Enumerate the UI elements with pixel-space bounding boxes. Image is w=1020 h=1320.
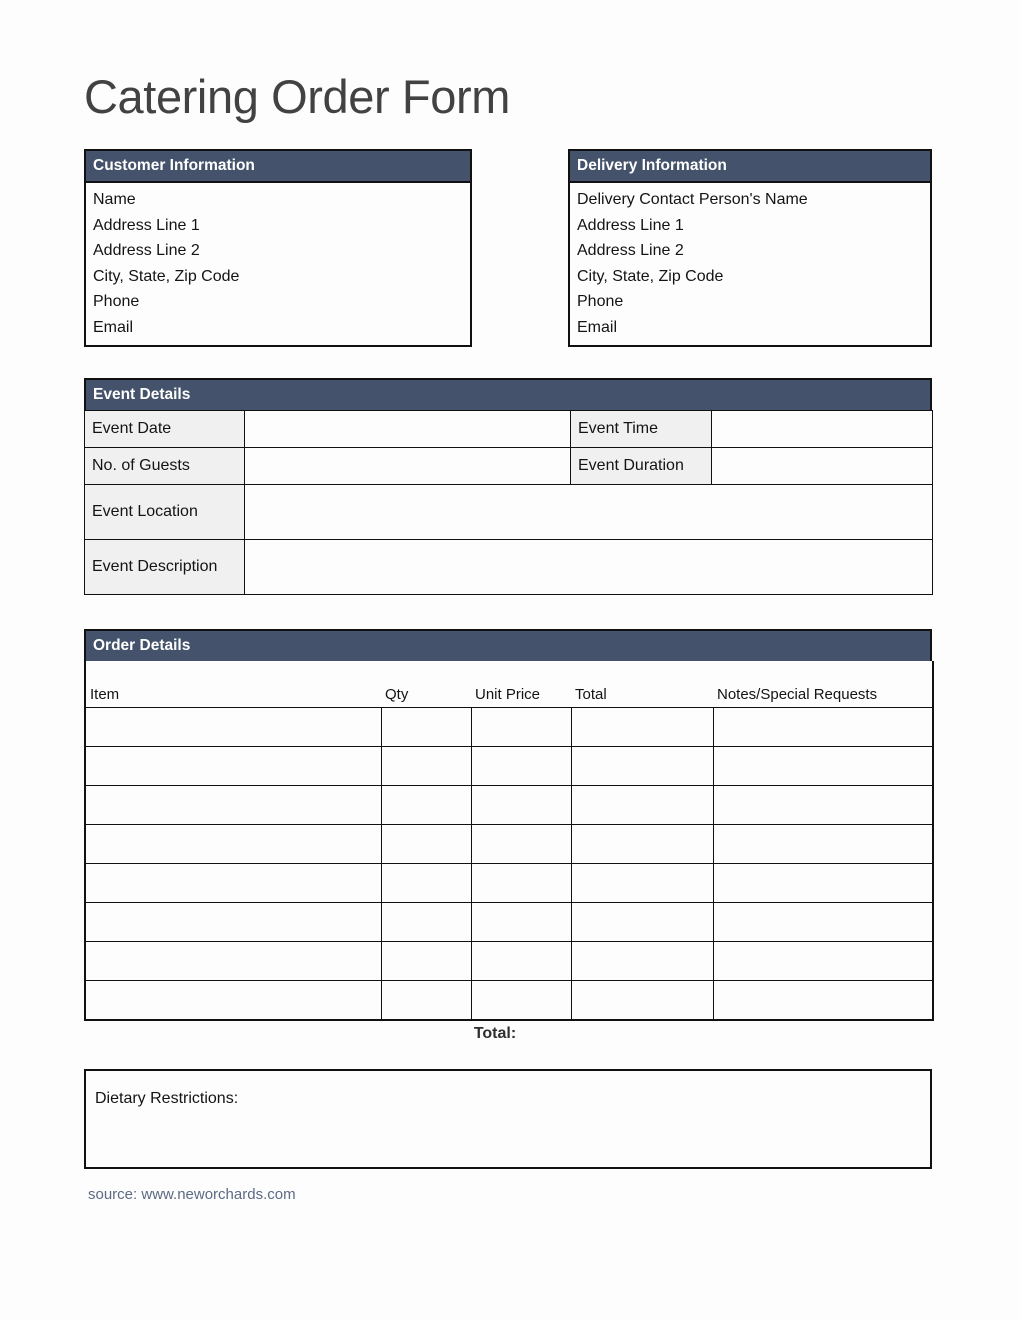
event-location-input[interactable]: [245, 485, 933, 540]
event-details-heading: Event Details: [84, 378, 932, 410]
no-of-guests-input[interactable]: [245, 448, 571, 485]
delivery-field-phone[interactable]: Phone: [577, 293, 624, 311]
order-cell-notes[interactable]: [713, 903, 933, 942]
order-cell-qty[interactable]: [381, 747, 471, 786]
event-duration-input[interactable]: [712, 448, 933, 485]
delivery-information-heading: Delivery Information: [568, 149, 932, 181]
dietary-restrictions-box[interactable]: [84, 1069, 932, 1169]
order-cell-qty[interactable]: [381, 786, 471, 825]
table-row: [85, 864, 933, 903]
order-cell-item[interactable]: [85, 747, 381, 786]
order-cell-qty[interactable]: [381, 708, 471, 747]
table-row: [85, 485, 933, 540]
table-row: [85, 448, 933, 485]
customer-field-email[interactable]: Email: [93, 318, 134, 336]
order-cell-item[interactable]: [85, 981, 381, 1021]
event-time-input[interactable]: [712, 411, 933, 448]
table-row: [85, 540, 933, 595]
order-details-heading: Order Details: [84, 629, 932, 661]
order-details-table: [84, 661, 934, 1021]
customer-information-body: [84, 181, 472, 347]
order-cell-item[interactable]: [85, 864, 381, 903]
table-row: [85, 903, 933, 942]
delivery-field-email[interactable]: Email: [577, 318, 618, 336]
order-cell-unit-price[interactable]: [471, 903, 571, 942]
order-cell-total[interactable]: [571, 786, 713, 825]
order-cell-unit-price[interactable]: [471, 708, 571, 747]
order-cell-total[interactable]: [571, 864, 713, 903]
order-cell-qty[interactable]: [381, 825, 471, 864]
order-cell-unit-price[interactable]: [471, 786, 571, 825]
table-row: [85, 786, 933, 825]
delivery-field-address-2[interactable]: Address Line 2: [577, 242, 684, 260]
order-cell-notes[interactable]: [713, 864, 933, 903]
column-header-notes: Notes/Special Requests: [713, 661, 933, 708]
event-description-input[interactable]: [245, 540, 933, 595]
order-cell-qty[interactable]: [381, 942, 471, 981]
customer-field-address-2[interactable]: Address Line 2: [93, 242, 200, 260]
order-cell-notes[interactable]: [713, 942, 933, 981]
order-cell-total[interactable]: [571, 708, 713, 747]
order-cell-unit-price[interactable]: [471, 747, 571, 786]
customer-field-city-state-zip[interactable]: City, State, Zip Code: [93, 267, 240, 285]
event-details-section: [84, 378, 932, 595]
order-table-header-row: [85, 661, 933, 708]
column-header-item: Item: [85, 661, 381, 708]
order-total-label: Total:: [473, 1025, 517, 1042]
order-table-body: [85, 708, 933, 1021]
customer-information-section: [84, 149, 472, 347]
table-row: [85, 747, 933, 786]
delivery-field-city-state-zip[interactable]: City, State, Zip Code: [577, 267, 724, 285]
event-details-table: [84, 410, 933, 595]
order-cell-notes[interactable]: [713, 981, 933, 1021]
event-location-label: Event Location: [85, 485, 245, 540]
event-duration-label: Event Duration: [571, 448, 712, 485]
delivery-field-address-1[interactable]: Address Line 1: [577, 216, 684, 234]
order-cell-notes[interactable]: [713, 825, 933, 864]
customer-information-heading: Customer Information: [84, 149, 472, 181]
order-cell-item[interactable]: [85, 903, 381, 942]
order-cell-item[interactable]: [85, 825, 381, 864]
order-cell-qty[interactable]: [381, 903, 471, 942]
order-cell-unit-price[interactable]: [471, 942, 571, 981]
source-note: source: www.neworchards.com: [88, 1186, 296, 1203]
customer-field-phone[interactable]: Phone: [93, 293, 140, 311]
event-date-input[interactable]: [245, 411, 571, 448]
order-cell-notes[interactable]: [713, 786, 933, 825]
order-cell-unit-price[interactable]: [471, 825, 571, 864]
column-header-unit-price: Unit Price: [471, 661, 571, 708]
table-row: [85, 981, 933, 1021]
table-row: [85, 708, 933, 747]
event-time-label: Event Time: [571, 411, 712, 448]
order-cell-notes[interactable]: [713, 708, 933, 747]
order-cell-unit-price[interactable]: [471, 864, 571, 903]
column-header-total: Total: [571, 661, 713, 708]
customer-field-name[interactable]: Name: [93, 191, 136, 209]
delivery-field-contact-name[interactable]: Delivery Contact Person's Name: [577, 191, 808, 209]
order-cell-total[interactable]: [571, 942, 713, 981]
order-cell-total[interactable]: [571, 825, 713, 864]
table-row: [85, 825, 933, 864]
order-cell-total[interactable]: [571, 747, 713, 786]
order-cell-qty[interactable]: [381, 981, 471, 1021]
table-row: [85, 411, 933, 448]
order-cell-item[interactable]: [85, 942, 381, 981]
order-cell-item[interactable]: [85, 786, 381, 825]
order-cell-notes[interactable]: [713, 747, 933, 786]
column-header-qty: Qty: [381, 661, 471, 708]
order-cell-qty[interactable]: [381, 864, 471, 903]
order-cell-total[interactable]: [571, 981, 713, 1021]
delivery-information-body: [568, 181, 932, 347]
table-row: [85, 942, 933, 981]
order-details-section: [84, 629, 932, 1021]
customer-field-address-1[interactable]: Address Line 1: [93, 216, 200, 234]
delivery-information-section: [568, 149, 932, 347]
order-cell-total[interactable]: [571, 903, 713, 942]
page-title: Catering Order Form: [84, 70, 510, 123]
order-total-row: [84, 1025, 932, 1043]
no-of-guests-label: No. of Guests: [85, 448, 245, 485]
event-date-label: Event Date: [85, 411, 245, 448]
dietary-restrictions-label: Dietary Restrictions:: [95, 1090, 239, 1107]
event-description-label: Event Description: [85, 540, 245, 595]
order-cell-unit-price[interactable]: [471, 981, 571, 1021]
order-cell-item[interactable]: [85, 708, 381, 747]
